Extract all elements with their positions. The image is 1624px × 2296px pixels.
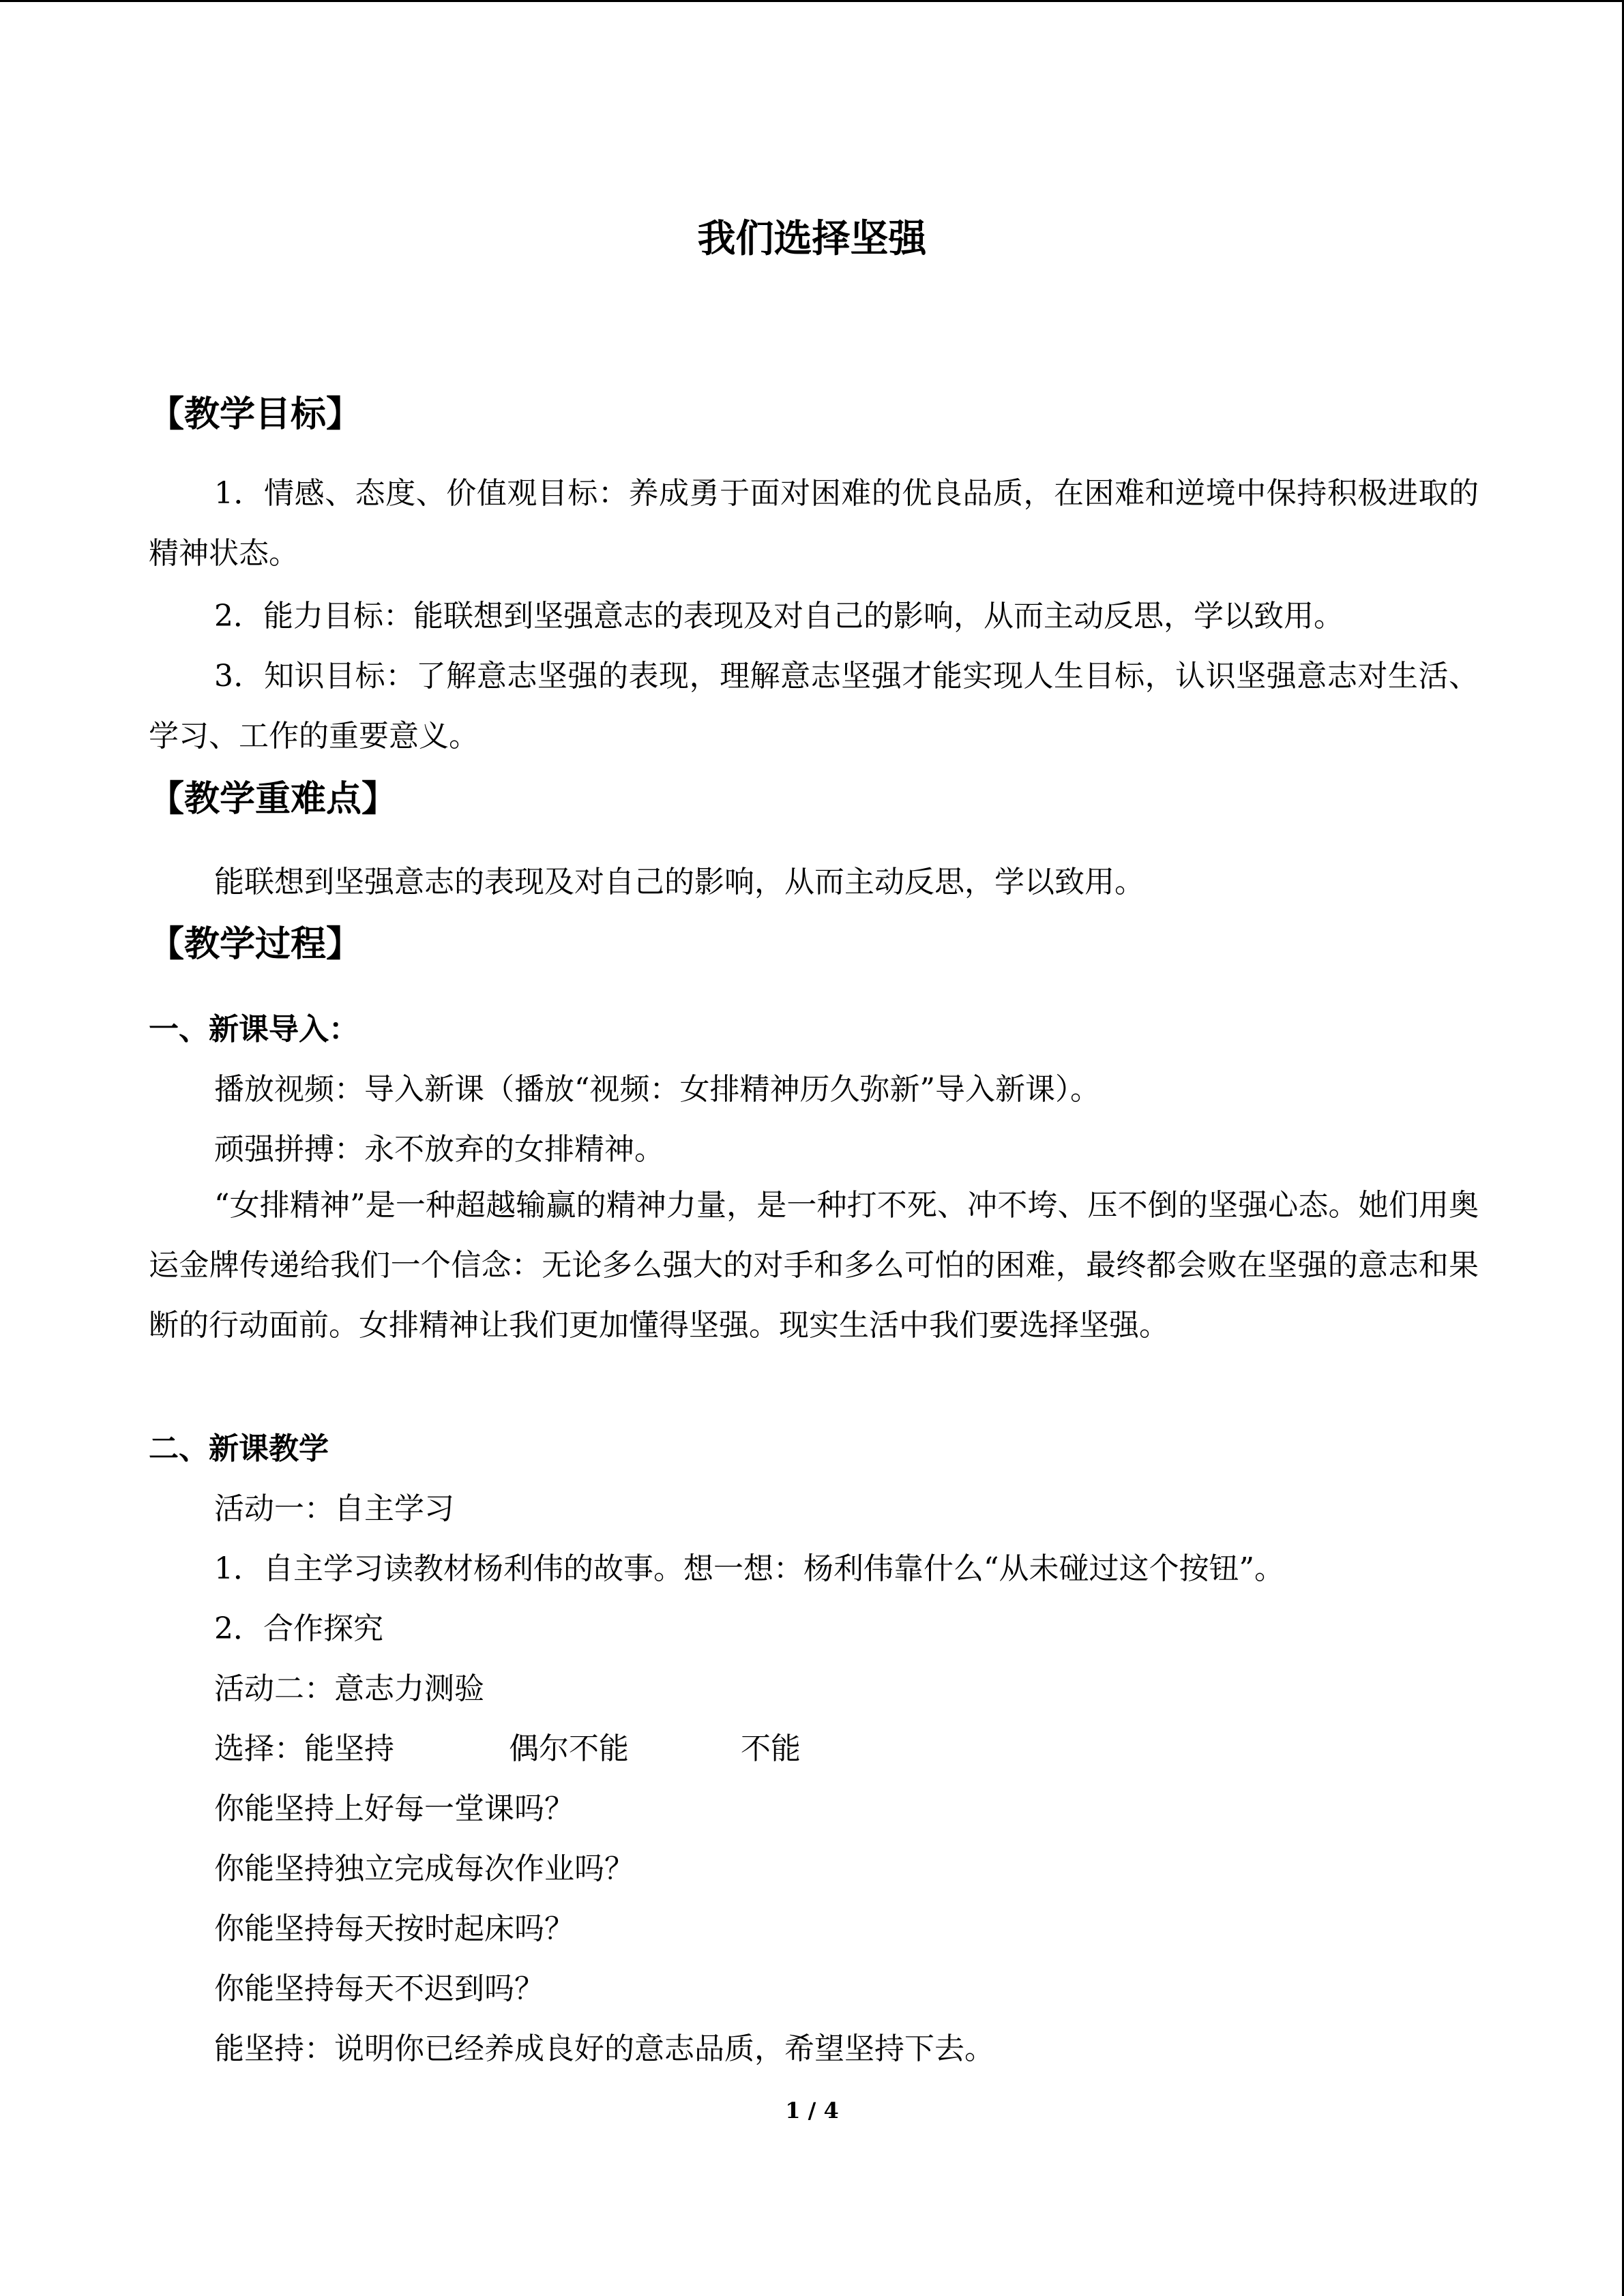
intro-line-2: 顽强拼搏：永不放弃的女排精神。 [214,1132,664,1167]
intro-heading: 一、新课导入： [149,1012,359,1047]
question-3: 你能坚持每天按时起床吗？ [214,1911,574,1946]
objectives-heading: 【教学目标】 [149,393,362,435]
objective-3: 3．知识目标：了解意志坚强的表现，理解意志坚强才能实现人生目标，认识坚强意志对生活、学习、工作的重要意义。 [149,659,1479,754]
choice-cannot: 不能 [741,1731,801,1766]
key-points-heading: 【教学重难点】 [149,778,398,820]
activity-1: 活动一：自主学习 [214,1491,454,1526]
process-heading: 【教学过程】 [149,923,362,965]
step-2: 2．合作探究 [214,1611,383,1646]
objective-2: 2．能力目标：能联想到坚强意志的表现及对自己的影响，从而主动反思，学以致用。 [214,599,1344,633]
choice-label: 选择：能坚持 [214,1731,394,1766]
question-4: 你能坚持每天不迟到吗？ [214,1971,544,2006]
top-border-line [0,0,1624,2]
activity-2: 活动二：意志力测验 [214,1671,484,1706]
page-number: 1 / 4 [785,2098,839,2123]
objective-1: 1．情感、态度、价值观目标：养成勇于面对困难的优良品质，在困难和逆境中保持积极进取的精神状态。 [149,476,1479,571]
choice-occasionally: 偶尔不能 [509,1731,629,1766]
step-1: 1．自主学习读教材杨利伟的故事。想一想：杨利伟靠什么“从未碰过这个按钮”。 [214,1551,1284,1586]
question-1: 你能坚持上好每一堂课吗？ [214,1791,574,1826]
document-title: 我们选择坚强 [697,216,927,261]
result-1: 能坚持：说明你已经养成良好的意志品质，希望坚持下去。 [214,2031,994,2066]
choice-row [214,1725,801,1773]
teaching-heading: 二、新课教学 [149,1431,329,1466]
intro-paragraph: “女排精神”是一种超越输赢的精神力量，是一种打不死、冲不垮、压不倒的坚强心态。她们用奥运金牌传递给我们一个信念：无论多么强大的对手和多么可怕的困难，最终都会败在坚强的意志和果断的行动面前。女排精神让我们更加懂得坚强。现实生活中我们要选择坚强。 [149,1188,1479,1343]
intro-line-1: 播放视频：导入新课（播放“视频：女排精神历久弥新”导入新课）。 [214,1072,1100,1107]
question-2: 你能坚持独立完成每次作业吗？ [214,1851,634,1886]
key-points-text: 能联想到坚强意志的表现及对自己的影响，从而主动反思，学以致用。 [214,865,1145,899]
